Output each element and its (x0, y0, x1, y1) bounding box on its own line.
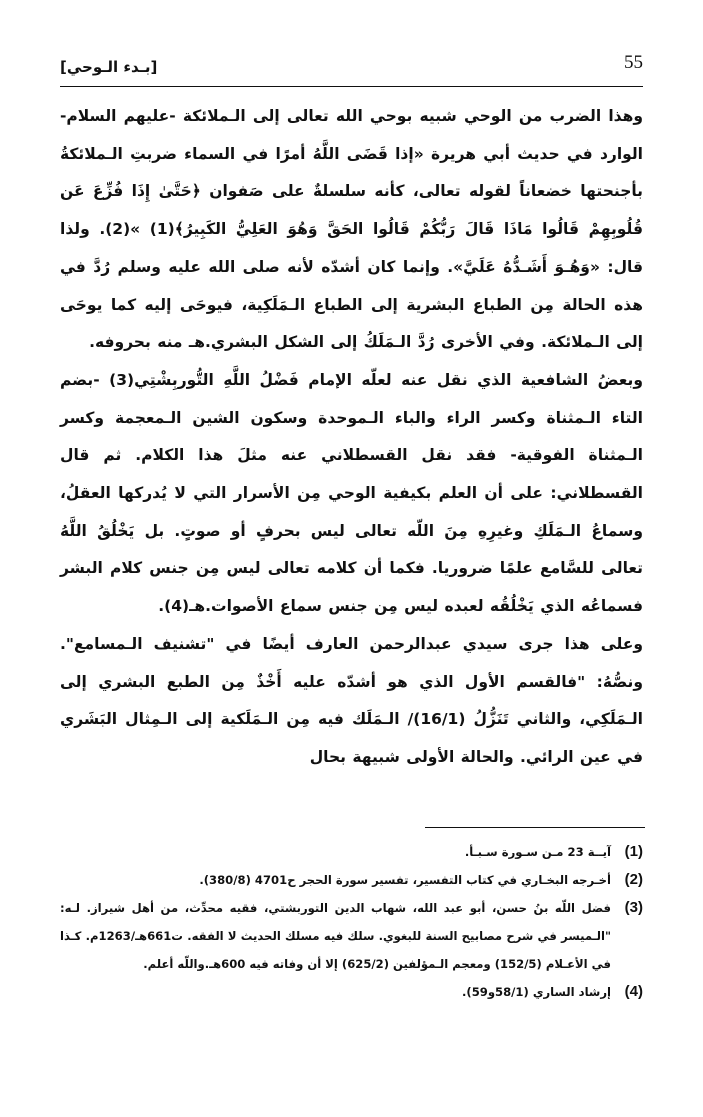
footnote (60, 838, 643, 866)
footnote-number: (1) (624, 843, 643, 860)
paragraph: وبعضُ الشافعية الذي نقل عنه لعلّه الإمام فَضْلُ اللَّهِ التُّوربِشْتِي(3) -بضم التاء الـمثناة وكسر الراء والباء الـموحدة وسكون الشين الـمعجمة وكسر الـمثناة الفوقية- فقد نقل القسطلاني عنه مثلَ هذا الكلام. ثم قال القسطلاني: على أن العلم بكيفية الوحي مِن الأسرار التي لا يُدركها العقلُ، وسماعُ الـمَلَكِ وغيرِهِ مِنَ اللّه تعالى ليس بحرفٍ أو صوتٍ. بل يَخْلُقُ اللَّهُ تعالى للسَّامع علمًا ضروريا. فكما أن كلامه تعالى ليس مِن جنس كلام البشر فسماعُه الذي يَخْلُقُه لعبده ليس مِن جنس سماع الأصوات.هـ(4). (60, 370, 643, 616)
footnote (60, 894, 643, 978)
footnote-text: آيــة 23 مـن سـورة سـبـأ. (464, 845, 611, 859)
footnote-number: (2) (624, 871, 643, 888)
footnote-number: (4) (624, 983, 643, 1000)
main-text (60, 98, 643, 777)
footnotes (60, 838, 643, 1006)
footnote (60, 978, 643, 1006)
footnote-text: إرشاد الساري (58/1و59). (461, 985, 611, 999)
footnote (60, 866, 643, 894)
paragraph: وعلى هذا جرى سيدي عبدالرحمن العارف أيضًا في "تشنيف الـمسامع". ونصُّهُ: "فالقسم الأول الذي هو أشدّه عليه أَخْذٌ مِن الطبع البشري إلى الـمَلَكِي، والثاني تَنَزُّلُ (16/1)/ الـمَلَك فيه مِن الـمَلَكية إلى الـمِثال البَشَري في عين الرائي. والحالة الأولى شبيهة بحال (60, 634, 643, 766)
footnote-text: فضل اللّه بنُ حسن، أبو عبد الله، شهاب الدين التوربشتي، فقيه محدِّث، من أهل شيراز. لـه: "الـميسر في شرح مصابيح السنة للبغوي. سلك فيه مسلك الحديث لا الفقه. ت661هـ/1263م. كـذا في الأعـلام (152/5) ومعجم الـمؤلفين (625/2) إلا أن وفاته فيه 600هـ.واللّه أعلم. (60, 901, 611, 971)
footnote-separator (425, 827, 645, 828)
paragraph: وهذا الضرب من الوحي شبيه بوحي الله تعالى إلى الـملائكة -عليهم السلام- الوارد في حديث أبي هريرة «إذا قَضَى اللَّهُ أمرًا في السماء ضربتِ الـملائكةُ بأجنحتها خضعاناً لقوله تعالى، كأنه سلسلةٌ على صَفوان ﴿حَتَّىٰ إِذَا فُزِّعَ عَن قُلُوبِهِمْ قَالُوا مَاذَا قَالَ رَبُّكُمْ قَالُوا الحَقَّ وَهُوَ العَلِيُّ الكَبِيرُ﴾(1) »(2). ولذا قال: «وَهُـوَ أَشَـدُّهُ عَلَيَّ». وإنما كان أشدّه لأنه صلى الله عليه وسلم رُدَّ في هذه الحالة مِن الطباع البشرية إلى الطباع الـمَلَكِية، فيوحَى إليه كما يوحَى إلى الـملائكة. وفي الأخرى رُدَّ الـمَلَكُ إلى الشكل البشري.هـ منه بحروفه. (60, 107, 643, 352)
header-rule (60, 86, 643, 87)
page-number: 55 (624, 52, 643, 73)
footnote-text: أخـرجه البخـاري في كتاب التفسير، تفسير سورة الحجر ح4701 (380/8). (199, 873, 611, 887)
running-header-title: [بـدء الـوحي] (60, 58, 158, 76)
footnote-number: (3) (624, 899, 643, 916)
